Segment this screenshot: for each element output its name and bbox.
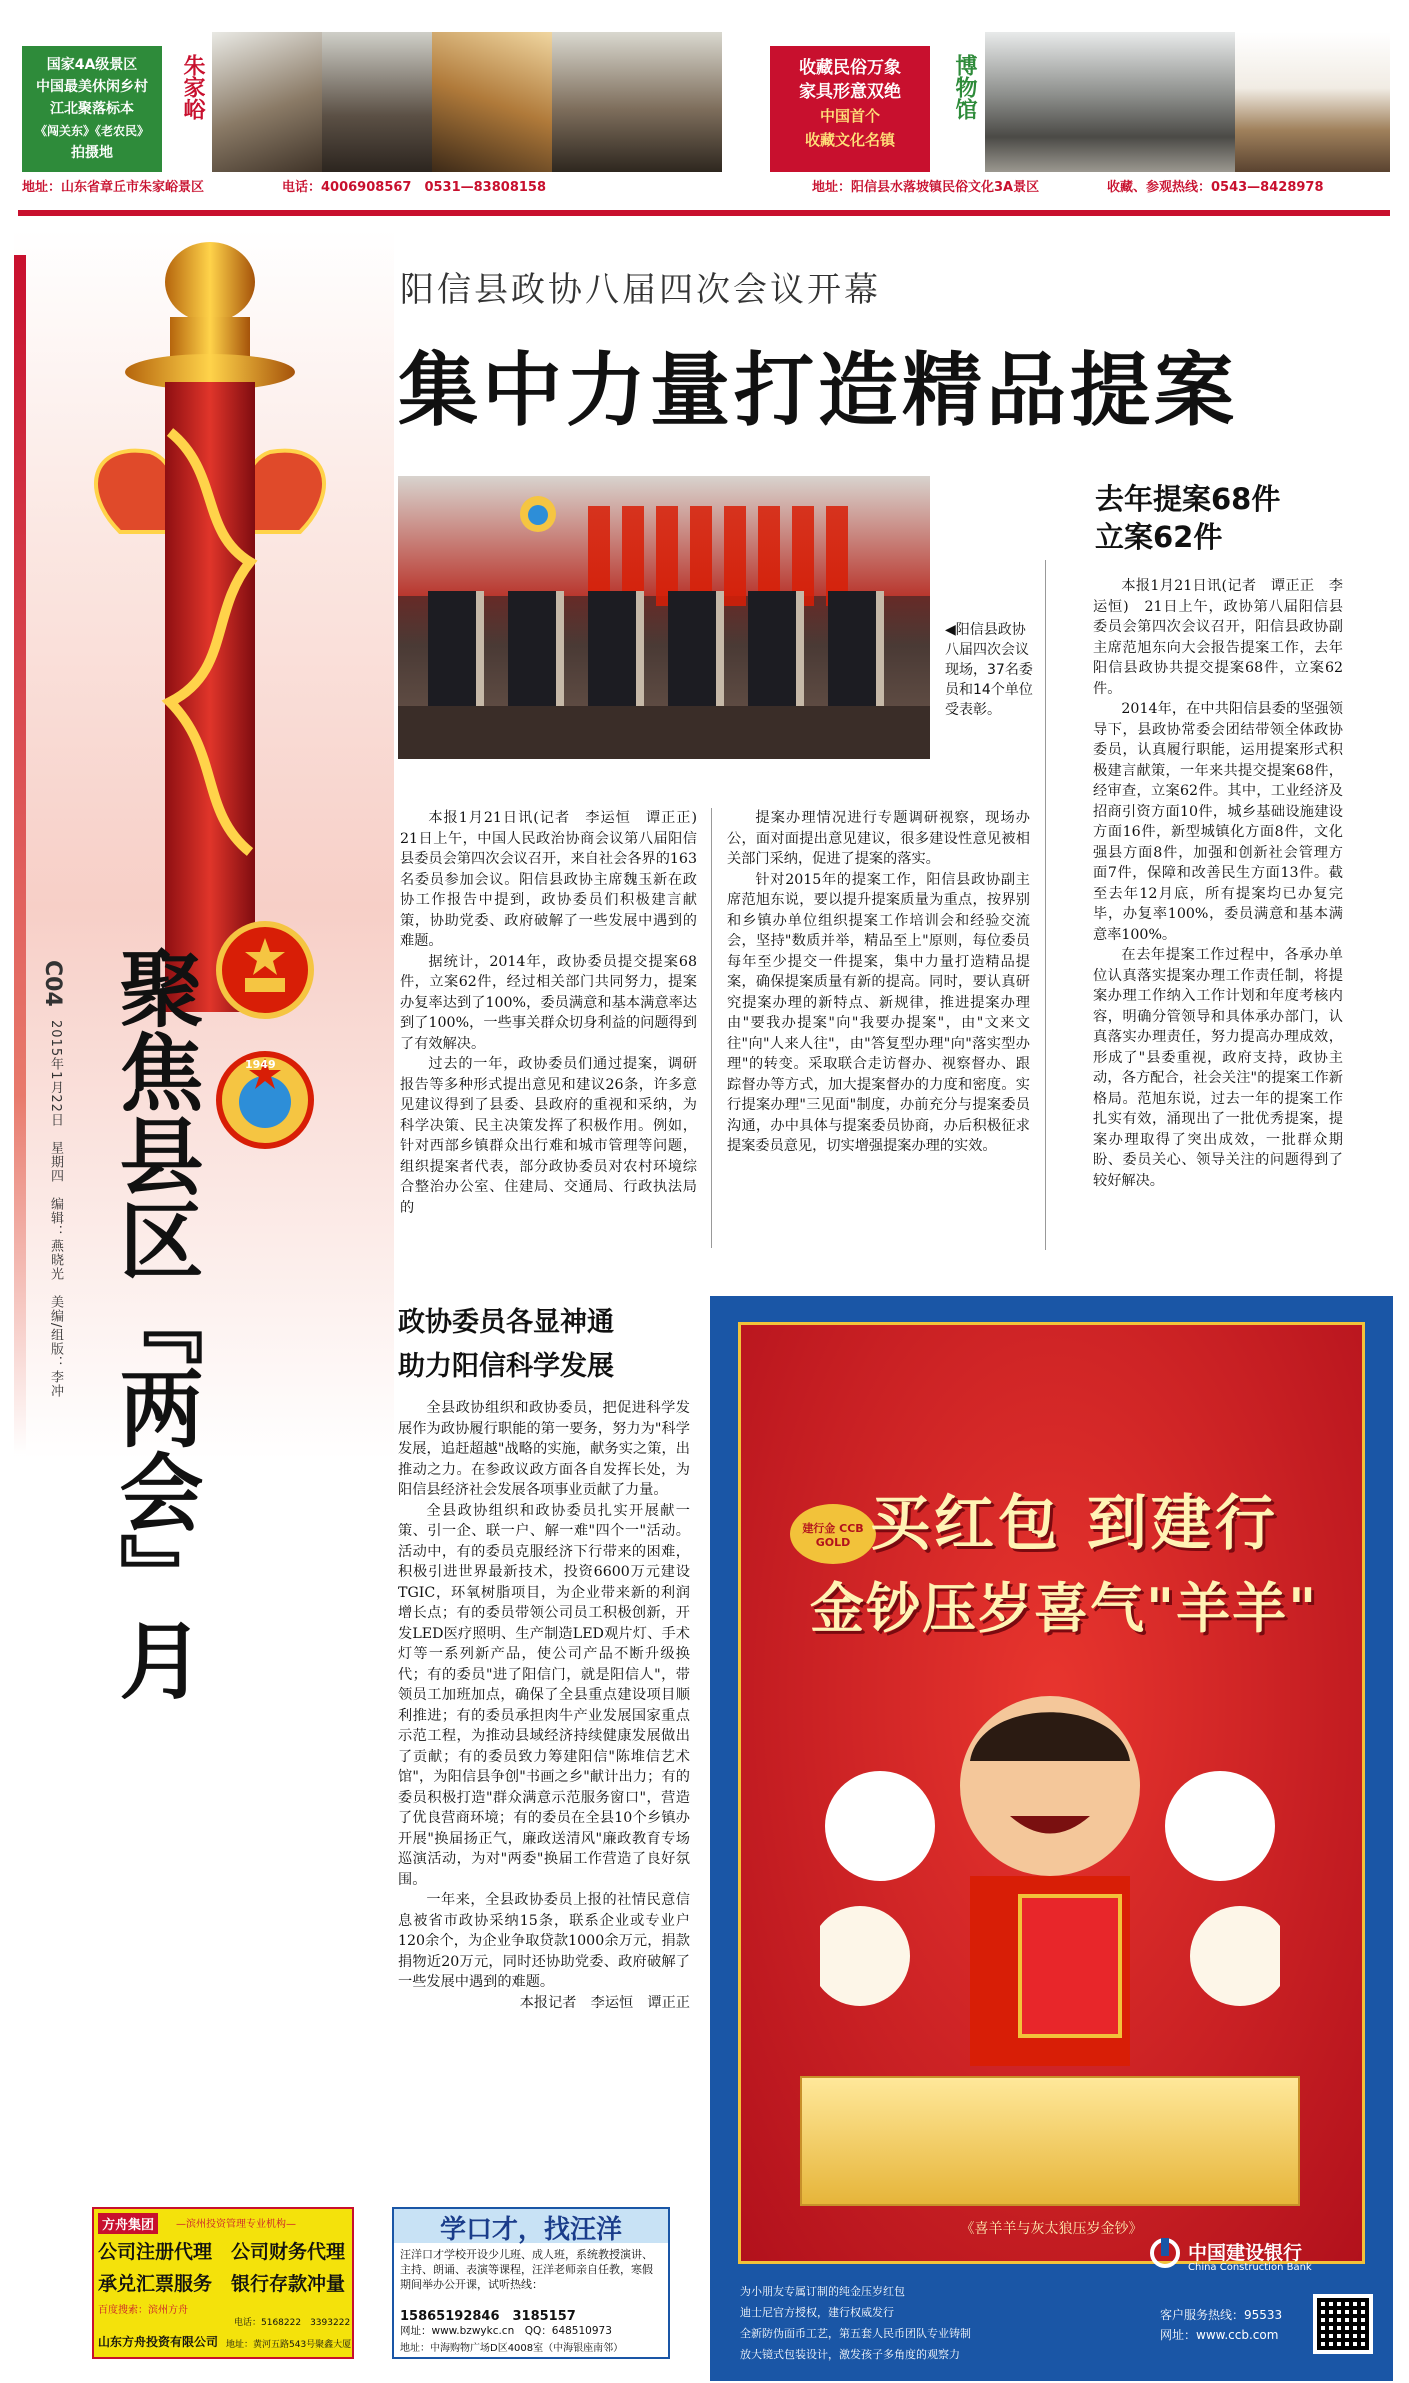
ad-right-address: 地址：阳信县水落坡镇民俗文化3A景区 [812, 180, 1040, 195]
sidebar-red-stripe [14, 255, 26, 1455]
ad-right-phone: 收藏、参观热线：0543—8428978 [1107, 180, 1324, 195]
ccb-logo-icon [1150, 2238, 1180, 2268]
paragraph: 提案办理情况进行专题调研视察，现场办公，面对面提出意见建议，很多建设性意见被相关部门采纳，促进了提案的落实。 [727, 810, 1030, 867]
ad-left-line: 拍摄地 [71, 145, 113, 161]
column-title: 聚焦县区『两会』月 [106, 945, 205, 1701]
ccb-title-1: 买红包 到建行 [870, 1489, 1279, 1559]
ccb-features [740, 2281, 1130, 2365]
ad-left-seal: 朱家峪 [180, 54, 206, 120]
fangzhou-line-1: 公司注册代理 公司财务代理 [98, 2241, 346, 2263]
ad-left-line: 江北聚落标本 [50, 101, 134, 117]
fangzhou-tagline: —滨州投资管理专业机构— [176, 2219, 296, 2230]
ad-right-slogan [770, 46, 930, 172]
ccb-feature: 全新防伪面币工艺，第五套人民币团队专业铸制 [740, 2327, 971, 2340]
second-article-body [398, 1398, 690, 2178]
page-code: C04 [40, 960, 65, 1007]
paragraph: 本报1月21日讯(记者 李运恒 谭正正) 21日上午，中国人民政治协商会议第八届阳信县委员会第四次会议召开，来自社会各界的163名委员参加会议。阳信县政协主席魏玉新在政协工作报告中提到，政协委员们积极建言献策，协助党委、政府破解了一些发展中遇到的难题。 [400, 810, 712, 949]
ad-right-photo-museum [985, 32, 1235, 172]
ad-left-line: 国家4A级景区 [46, 57, 138, 73]
huabiao-column-illustration [60, 232, 360, 1012]
ad-right-line: 家具形意双绝 [799, 82, 901, 102]
cppcc-emblem-year: 1949 [245, 1058, 276, 1071]
ccb-ad [710, 1296, 1393, 2381]
kouca-website: 网址：www.bzwykc.cn QQ：648510973 [400, 2325, 612, 2337]
ad-left-slogan [22, 46, 162, 172]
photo-caption: ◀阳信县政协八届四次会议现场，37名委员和14个单位受表彰。 [945, 622, 1033, 718]
ccb-child-with-red-envelope-illustration [820, 1666, 1280, 2066]
ccb-qr-code [1313, 2294, 1373, 2354]
ad-left-address: 地址：山东省章丘市朱家峪景区 [22, 180, 205, 195]
ad-right-line: 中国首个 [819, 107, 880, 125]
ccb-hotline: 客户服务热线：95533 [1160, 2308, 1283, 2322]
second-headline-1: 政协委员各显神通 [398, 1307, 614, 1338]
paragraph: 全县政协组织和政协委员扎实开展献一策、引一企、联一户、解一难"四个一"活动。活动中，有的委员克服经济下行带来的困难，积极引进世界最新技术，投资6600万元建设TGIC，环氧树脂项目，为企业带来新的利润增长点；有的委员带领公司员工积极创新，开发LED医疗照明、生产制造LED观片灯、手术灯等一系列新产品，使公司产品不断升级换代；有的委员"进了阳信门，就是阳信人"，带领员工加班加点，确保了全县重点建设项目顺利推进；有的委员承担肉牛产业发展国家重点示范工程，为推动县域经济持续健康发展做出了贡献；有的委员致力筹建阳信"陈堆信艺术馆"，为阳信县争创"书画之乡"献计出力；有的委员积极打造"群众满意示范服务窗口"，营造了优良营商环境；有的委员在全县10个乡镇办开展"换届扬正气，廉政送清风"廉政教育专场巡演活动，为对"两委"换届工作营造了良好氛围。 [398, 1502, 690, 1888]
top-address-bar [22, 176, 1390, 200]
fangzhou-ad [92, 2207, 354, 2359]
ad-left-line: 《闯关东》《老农民》 [34, 124, 149, 138]
top-ad-left [22, 32, 722, 192]
ccb-feature: 为小朋友专属订制的纯金压岁红包 [740, 2285, 905, 2298]
second-byline: 本报记者 李运恒 谭正正 [519, 1994, 690, 2011]
paragraph: 针对2015年的提案工作，阳信县政协副主席范旭东说，要以提升提案质量为重点，按界别和乡镇办单位组织提案工作培训会和经验交流会，坚持"数质并举，精品至上"原则，每位委员每年至少提交一件提案，集中力量打造精品提案，确保提案质量有新的提高。同时，要认真研究提案办理的新特点、新规律，推进提案办理由"要我办提案"向"我要办提案"，由"文来文往"向"人来人往"，由"答复型办理"向"落实型办理"的转变。采取联合走访督办、视察督办、跟踪督办等方式，加大提案督办的力度和密度。实行提案办理"三见面"制度，办前充分与提案委员沟通，办中具体与提案委员协商，办后积极征求提案委员意见，切实增强提案办理的实效。 [727, 871, 1030, 1154]
photo-people [428, 591, 898, 711]
ccb-website: 网址：www.ccb.com [1160, 2328, 1279, 2342]
ad-left-line: 中国最美休闲乡村 [36, 79, 148, 95]
top-ad-right [770, 32, 1390, 192]
ccb-feature: 放大镜式包装设计，激发孩子多角度的观察力 [740, 2348, 960, 2361]
kouca-description: 汪洋口才学校开设少儿班、成人班，系统教授演讲、主持、朗诵、表演等课程，汪洋老师亲自任教，寒假期间举办公开课，试听热线： [400, 2248, 653, 2291]
ccb-title-2: 金钞压岁喜气"羊羊" [810, 1577, 1319, 1640]
paragraph: 过去的一年，政协委员们通过提案，调研报告等多种形式提出意见和建议26条，许多意见建议得到了县委、县政府的重视和采纳，为科学决策、民主决策发挥了积极作用。例如，针对西部乡镇群众出行难和城市管理等问题，组织提案者代表，部分政协委员对农村环境综合整治办公室、住建局、交通局、行政执法局的 [400, 1056, 697, 1216]
fangzhou-group: 方舟集团 [98, 2213, 158, 2234]
paragraph: 据统计，2014年，政协委员提交提案68件，立案62件，经过相关部门共同努力，提案办复率达到了100%，委员满意和基本满意率达到了100%，一些事关群众切身利益的问题得到了有效解决。 [400, 953, 697, 1052]
fangzhou-address: 地址：黄河五路543号聚鑫大厦 [226, 2340, 352, 2350]
paragraph: 2014年，在中共阳信县委的坚强领导下，县政协常委会团结带领全体政协委员，认真履行职能，运用提案形式积极建言献策，一年来共提交提案68件，经审查，立案62件。其中，工业经济及招商引资方面10件，城乡基础设施建设方面16件，新型城镇化方面8件，文化强县方面8件，加强和创新社会管理方面7件，保障和改善民生方面13件。截至去年12月底，所有提案均已办复完毕，办复率100%，委员满意和基本满意率100%。 [1093, 701, 1343, 943]
photo-audience [398, 706, 930, 759]
ad-left-photo-houses [552, 32, 722, 172]
second-headline-2: 助力阳信科学发展 [398, 1351, 614, 1382]
column-divider [1045, 560, 1046, 1250]
sub-headline: 去年提案68件 立案62件 [1095, 482, 1310, 554]
ccb-product-name: 《喜羊羊与灰太狼压岁金钞》 [960, 2221, 1143, 2237]
fangzhou-phone: 电话：5168222 3393222 [234, 2318, 351, 2328]
photo-emblem-icon [518, 494, 558, 534]
ad-right-seal: 博物馆 [952, 54, 978, 120]
main-article-col3 [1093, 576, 1343, 1256]
ad-left-photo-tree [432, 32, 552, 172]
ad-right-photo-horses [1235, 32, 1390, 172]
main-kicker: 阳信县政协八届四次会议开幕 [400, 270, 881, 310]
main-headline: 集中力量打造精品提案 [398, 344, 1238, 437]
column-divider [711, 808, 712, 1248]
main-article-col1 [400, 808, 712, 1258]
header-rule [18, 210, 1390, 216]
ccb-gold-notes [800, 2076, 1300, 2206]
issue-info: 2015年1月22日 星期四 编辑：燕晓光 美编/组版：李冲 [48, 1020, 63, 1399]
ad-right-line: 收藏民俗万象 [799, 58, 901, 78]
fangzhou-company: 山东方舟投资有限公司 [98, 2335, 219, 2349]
national-emblem-icon [215, 920, 315, 1020]
kouca-phone: 15865192846 3185157 [400, 2309, 576, 2324]
kouca-title: 学口才，找汪洋 [394, 2209, 668, 2243]
ccb-bank-name-en: China Construction Bank [1188, 2262, 1312, 2273]
paragraph: 一年来，全县政协委员上报的社情民意信息被省市政协采纳15条，联系企业或专业户120余个，为企业争取贷款1000余万元，捐款捐物近20万元，同时还协助党委、政府破解了一些发展中遇到的难题。 [398, 1892, 690, 1990]
kouca-address: 地址：中海购物广场D区4008室（中海银座南邻） [400, 2343, 624, 2354]
ad-left-photo-alley [322, 32, 432, 172]
kouca-ad [392, 2207, 670, 2359]
main-article-col2 [727, 808, 1030, 1258]
ccb-bank-name: 中国建设银行 [1188, 2242, 1303, 2264]
ccb-feature: 迪士尼官方授权，建行权威发行 [740, 2306, 894, 2319]
paragraph: 全县政协组织和政协委员，把促进科学发展作为政协履行职能的第一要务，努力为"科学发展，追赶超越"战略的实施，献务实之策，出推动之力。在参政议政方面各自发挥长处，为阳信县经济社会发展各项事业贡献了力量。 [398, 1400, 690, 1498]
fangzhou-line-2: 承兑汇票服务 银行存款冲量 [98, 2273, 346, 2295]
meeting-photo [398, 476, 930, 759]
paragraph: 本报1月21日讯(记者 谭正正 李运恒) 21日上午，政协第八届阳信县委员会第四次会议召开，阳信县政协副主席范旭东向大会报告提案工作，去年阳信县政协共提交提案68件，立案62件。 [1093, 578, 1343, 697]
ccb-gold-badge: 建行金 CCB GOLD [790, 1504, 876, 1564]
ad-right-line: 收藏文化名镇 [804, 131, 895, 149]
ad-left-phone: 电话：4006908567 0531—83808158 [282, 180, 546, 195]
ad-left-photo-village [212, 32, 322, 172]
paragraph: 在去年提案工作过程中，各承办单位认真落实提案办理工作责任制，将提案办理工作纳入工作计划和年度考核内容，明确分管领导和具体承办部门，认真落实办理责任，努力提高办理成效，形成了"县委重视，政府支持，政协主动，各方配合，社会关注"的提案工作新格局。范旭东说，过去一年的提案工作扎实有效，涌现出了一批优秀提案，提案办理取得了突出成效，一批群众期盼、委员关心、领导关注的问题得到了较好解决。 [1093, 947, 1343, 1189]
fangzhou-search-hint: 百度搜索：滨州方舟 [98, 2305, 188, 2316]
